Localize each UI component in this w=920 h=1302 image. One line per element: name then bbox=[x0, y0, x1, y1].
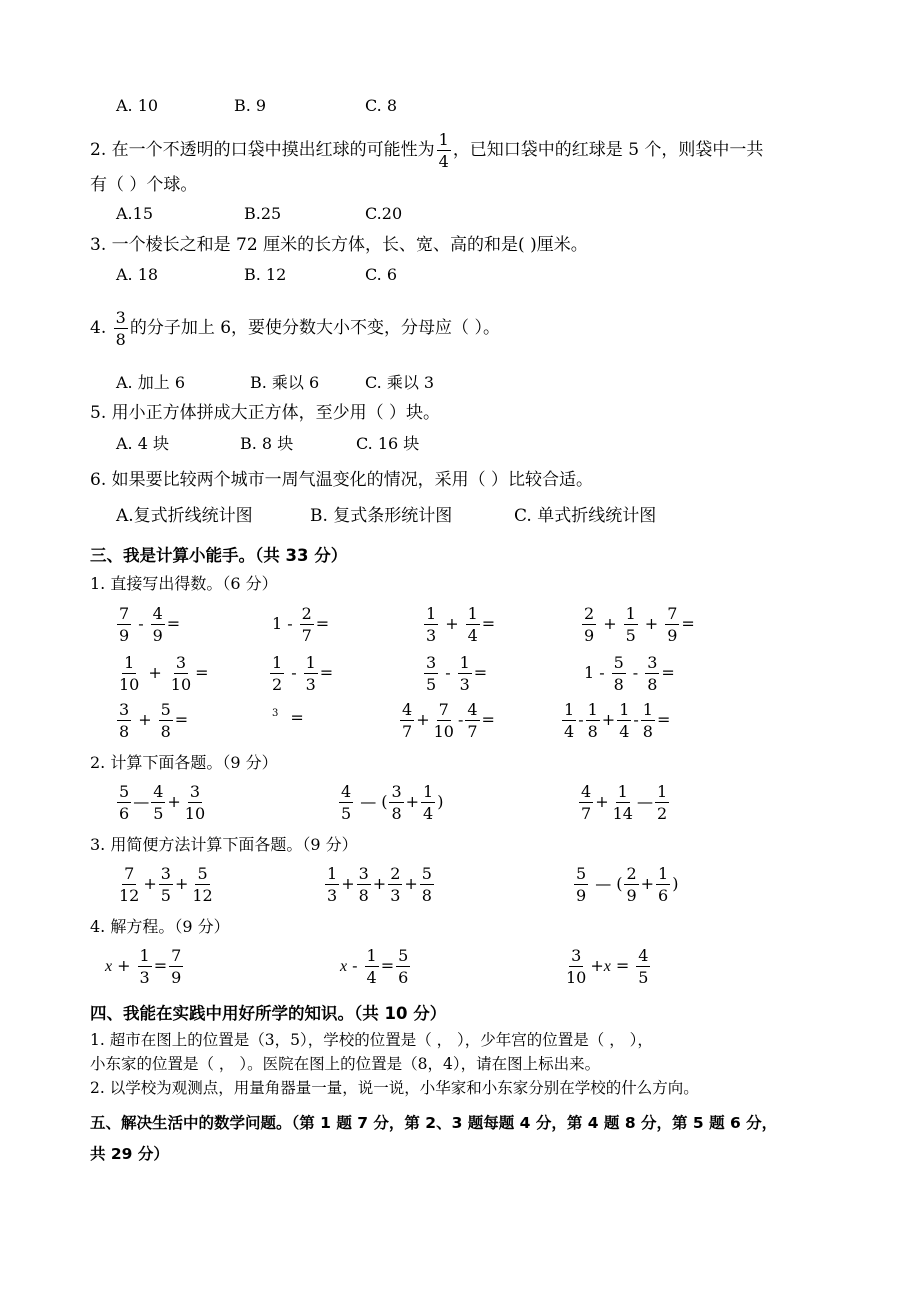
calc-3-3: $\frac{5}{9}$ — ( $\frac{2}{9}$ + $\frac{1}{6}$ ) bbox=[576, 864, 679, 905]
s3-part3-title: 3. 用简便方法计算下面各题。（9 分） bbox=[90, 835, 358, 854]
q1-option-c: C. 8 bbox=[365, 96, 398, 115]
q4-option-a: A. 加上 6 bbox=[116, 373, 185, 392]
q2-line2: 有（ ）个球。 bbox=[90, 175, 198, 195]
q4-option-b: B. 乘以 6 bbox=[250, 373, 320, 392]
calc-1-5: $\frac{1}{10}$ + $\frac{3}{10}$ = bbox=[119, 653, 209, 694]
q2-line1 bbox=[90, 128, 763, 172]
calc-1-3: $\frac{1}{3}$ + $\frac{1}{4}$ = bbox=[426, 604, 496, 645]
s4-line3: 2. 以学校为观测点，用量角器量一量，说一说，小华家和小东家分别在学校的什么方向。 bbox=[90, 1079, 699, 1097]
calc-1-7: $\frac{3}{5}$ - $\frac{1}{3}$ = bbox=[426, 653, 488, 694]
s3-part4-title: 4. 解方程。（9 分） bbox=[90, 917, 230, 936]
calc-1-8: 1 - $\frac{5}{8}$ - $\frac{3}{8}$ = bbox=[584, 653, 675, 694]
q6-text: 6. 如果要比较两个城市一周气温变化的情况，采用（ ）比较合适。 bbox=[90, 470, 594, 490]
calc-1-2: 1 - $\frac{2}{7}$ = bbox=[272, 604, 330, 645]
q6-option-b: B. 复式条形统计图 bbox=[310, 506, 453, 526]
calc-2-3: $\frac{4}{7}$ + $\frac{1}{14}$ — $\frac{1}{2}$ bbox=[581, 782, 668, 823]
q3-text: 3. 一个棱长之和是 72 厘米的长方体，长、宽、高的和是( )厘米。 bbox=[90, 235, 588, 255]
s3-part1-title: 1. 直接写出得数。（6 分） bbox=[90, 574, 278, 593]
q2-text-before: 2. 在一个不透明的口袋中摸出红球的可能性为 bbox=[90, 140, 435, 160]
q3-option-b: B. 12 bbox=[244, 265, 287, 284]
q2-option-a: A.15 bbox=[116, 204, 153, 223]
q5-option-a: A. 4 块 bbox=[116, 434, 169, 453]
q2-option-b: B.25 bbox=[244, 204, 282, 223]
calc-1-9: $\frac{3}{8}$ + $\frac{5}{8}$ = bbox=[119, 700, 189, 741]
calc-2-1: $\frac{5}{6}$ — $\frac{4}{5}$ + $\frac{3}{10}$ bbox=[119, 782, 206, 823]
s4-line2: 小东家的位置是（ ， ）。医院在图上的位置是（8，4），请在图上标出来。 bbox=[90, 1055, 601, 1073]
q4-fraction: $\frac{3}{8}$ bbox=[115, 308, 126, 349]
q6-option-a: A.复式折线统计图 bbox=[116, 506, 253, 526]
q4-line bbox=[90, 306, 500, 350]
q3-option-c: C. 6 bbox=[365, 265, 398, 284]
q1-option-a: A. 10 bbox=[116, 96, 159, 115]
calc-1-11: $\frac{4}{7}$ + $\frac{7}{10}$ - $\frac{4}{7}$ = bbox=[402, 700, 495, 741]
s3-part2-title: 2. 计算下面各题。（9 分） bbox=[90, 753, 278, 772]
q5-option-b: B. 8 块 bbox=[240, 434, 294, 453]
calc-1-10: $^3$ = bbox=[272, 708, 304, 727]
calc-1-4: $\frac{2}{9}$ + $\frac{1}{5}$ + $\frac{7}{9}$ = bbox=[584, 604, 695, 645]
equation-1: x + $\frac{1}{3}$ = $\frac{7}{9}$ bbox=[105, 946, 182, 987]
q4-num: 4. bbox=[90, 318, 107, 338]
q5-text: 5. 用小正方体拼成大正方体，至少用（ ）块。 bbox=[90, 403, 441, 423]
section5-title: 五、解决生活中的数学问题。（第 1 题 7 分，第 2、3 题每题 4 分，第 4 题 8 分，第 5 题 6 分， bbox=[90, 1114, 778, 1132]
q1-option-b: B. 9 bbox=[234, 96, 267, 115]
q2-text-after: ，已知口袋中的红球是 5 个，则袋中一共 bbox=[452, 140, 764, 160]
q4-option-c: C. 乘以 3 bbox=[365, 373, 435, 392]
calc-1-6: $\frac{1}{2}$ - $\frac{1}{3}$ = bbox=[272, 653, 334, 694]
calc-3-2: $\frac{1}{3}$ + $\frac{3}{8}$ + $\frac{2}{3}$ + $\frac{5}{8}$ bbox=[327, 864, 432, 905]
calc-1-1: $\frac{7}{9}$ - $\frac{4}{9}$ = bbox=[119, 604, 181, 645]
calc-2-2: $\frac{4}{5}$ — ( $\frac{3}{8}$ + $\frac{1}{4}$ ) bbox=[341, 782, 444, 823]
calc-3-1: $\frac{7}{12}$ + $\frac{3}{5}$ + $\frac{5}{12}$ bbox=[119, 864, 213, 905]
section5-title-line2: 共 29 分） bbox=[90, 1145, 169, 1163]
equation-3: $\frac{3}{10}$ +x = $\frac{4}{5}$ bbox=[566, 946, 649, 987]
q2-fraction: $\frac{1}{4}$ bbox=[438, 130, 449, 171]
q6-option-c: C. 单式折线统计图 bbox=[514, 506, 657, 526]
q4-text: 的分子加上 6，要使分数大小不变，分母应（ ）。 bbox=[129, 318, 500, 338]
equation-2: x - $\frac{1}{4}$ = $\frac{5}{6}$ bbox=[340, 946, 409, 987]
section4-title: 四、我能在实践中用好所学的知识。（共 10 分） bbox=[90, 1004, 447, 1023]
calc-1-12: $\frac{1}{4}$ - $\frac{1}{8}$ + $\frac{1}{4}$ - $\frac{1}{8}$ = bbox=[564, 700, 671, 741]
q2-option-c: C.20 bbox=[365, 204, 403, 223]
section3-title: 三、我是计算小能手。（共 33 分） bbox=[90, 546, 348, 565]
s4-line1: 1. 超市在图上的位置是（3，5），学校的位置是（ ， ），少年宫的位置是（ ， ）， bbox=[90, 1031, 653, 1049]
q3-option-a: A. 18 bbox=[116, 265, 159, 284]
q5-option-c: C. 16 块 bbox=[356, 434, 420, 453]
